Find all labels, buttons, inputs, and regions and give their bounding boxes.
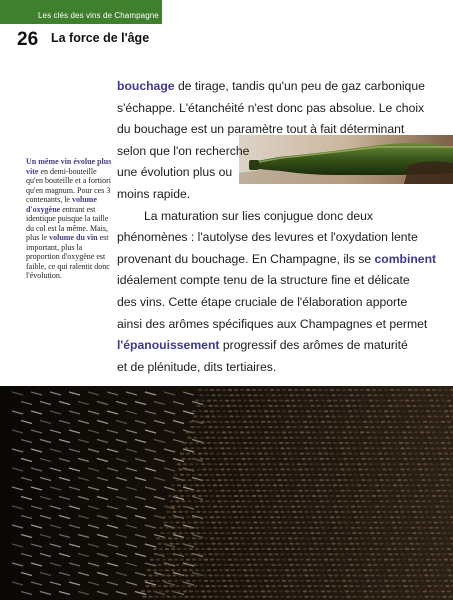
body-line-4: selon que l'on recherche — [117, 143, 250, 158]
sidenote-highlight-3: volume d'oxygène — [26, 195, 97, 214]
body-line-8: phénomènes : l'autolyse des levures et l'oxydation lente — [117, 230, 418, 245]
sidenote-text-3: est important, plus la proportion d'oxygène est faible, ce qui ralentit donc l'évolution. — [26, 233, 110, 280]
sidenote-highlight-4: volume du vin — [49, 233, 98, 242]
sidenote — [26, 157, 114, 281]
header-band — [0, 0, 162, 24]
sidenote-highlight-1: Un même vin évolue — [26, 157, 96, 166]
page-title: La force de l'âge — [51, 31, 150, 45]
body-line-13-rest: progressif des arômes de maturité — [219, 338, 408, 353]
highlight-epanouissement: l'épanouissement — [117, 338, 220, 353]
body-line-14: et de plénitude, dits tertiaires. — [117, 359, 277, 374]
body-line-13 — [117, 335, 435, 357]
sidenote-text-1: en demi-bouteille qu'en bouteille et a fortiori qu'en magnum. Pour ces 3 contenants, le — [26, 166, 111, 204]
body-line-11: des vins. Cette étape cruciale de l'élaboration apporte — [117, 294, 408, 309]
body-line-10: idéalement compte tenu de la structure fine et délicate — [117, 273, 410, 288]
body-line-7: La maturation sur lies conjugue donc deux — [144, 208, 373, 223]
sidenote-text-2: entrant est identique puisque la taille du col est la même. Mais, plus le — [26, 204, 109, 242]
body-line-1-rest: de tirage, tandis qu'un peu de gaz carbonique — [174, 79, 425, 93]
body-line-9 — [117, 249, 435, 271]
cellar-bottle-racks-photo — [0, 386, 453, 600]
body-line-3: du bouchage est un paramètre tout à fait déterminant — [117, 122, 405, 137]
cellar-illustration — [0, 386, 453, 600]
body-line-5: une évolution plus ou — [117, 165, 233, 180]
highlight-combinent: combinent — [374, 251, 437, 266]
highlight-bouchage: bouchage — [117, 79, 175, 93]
body-line-2: s'échappe. L'étanchéité n'est donc pas absolue. Le choix — [117, 100, 425, 115]
sidenote-highlight-2: plus vite — [26, 157, 112, 176]
body-line-1 — [117, 76, 435, 98]
body-line-6: moins rapide. — [117, 186, 191, 201]
body-line-12: ainsi des arômes spécifiques aux Champagnes et permet — [117, 316, 428, 331]
body-text — [117, 76, 435, 378]
body-line-9-start: provenant du bouchage. En Champagne, ils se — [117, 251, 375, 266]
header-band-text: Les clés des vins de Champagne — [38, 11, 159, 20]
page-number: 26 — [17, 29, 39, 50]
